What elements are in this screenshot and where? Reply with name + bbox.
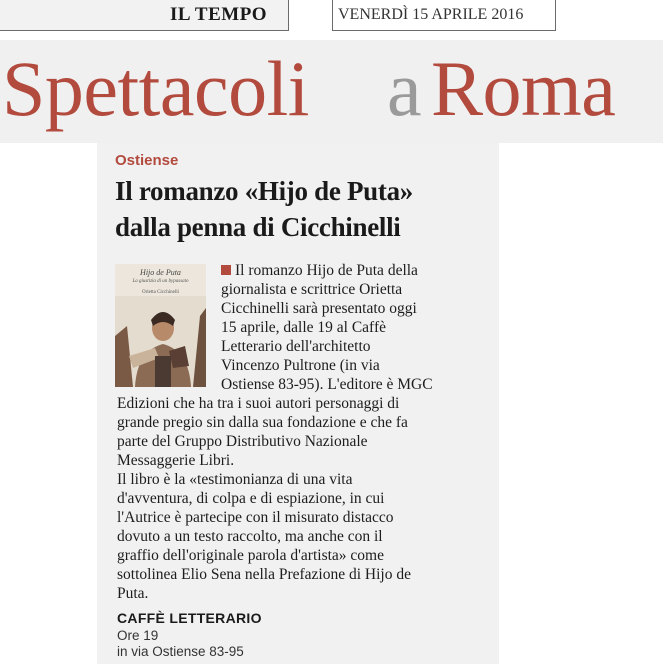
body-line: parte del Gruppo Distributivo Nazionale [117,433,368,450]
body-line: dovuto a un testo raccolto, ma anche con il [117,528,383,545]
newspaper-name-box [0,0,289,31]
event-info-title: CAFFÈ LETTERARIO [117,610,262,626]
book-cover-subtitle: La giustizia di un bypassato [132,279,189,284]
body-line: grande pregio sin dalla sua fondazione e che fa [117,414,408,431]
section-title [0,44,663,134]
article-headline [115,173,495,245]
section-title-roma: Roma [431,45,616,132]
book-cover-illustration [115,296,206,387]
body-line-first [221,262,418,281]
issue-date: VENERDÌ 15 APRILE 2016 [338,6,524,23]
event-info-time: Ore 19 [117,628,159,643]
bullet-square-icon [221,265,231,275]
body-line: d'avventura, di colpa e di espiazione, in cui [117,490,385,507]
book-cover-author: Orietta Cicchinelli [141,290,180,295]
body-line: Ostiense 83-95). L'editore è MGC [221,376,433,393]
body-line: Puta. [117,585,149,602]
event-info-address: in via Ostiense 83-95 [117,644,244,659]
body-line: Edizioni che ha tra i suoi autori personaggi di [117,395,400,412]
body-line: Il libro è la «testimonianza di una vita [117,471,353,488]
body-line: Letterario dell'architetto [221,338,371,355]
newspaper-name: IL TEMPO [170,4,268,25]
body-line: Vincenzo Pultrone (in via [221,357,380,374]
headline-line: Il romanzo «Hijo de Puta» [115,176,413,206]
body-line: Messaggerie Libri. [117,452,235,469]
body-line: l'Autrice è partecipe con il misurato distacco [117,509,394,526]
section-title-a: a [387,45,422,132]
book-cover-image [115,264,206,387]
masthead [0,0,663,40]
article-kicker: Ostiense [115,152,179,169]
section-title-spettacoli: Spettacoli [2,45,309,132]
headline-line: dalla penna di Cicchinelli [115,212,401,242]
body-line: giornalista e scrittrice Orietta [221,281,403,298]
issue-date-box [332,0,556,31]
body-line: Cicchinelli sarà presentato oggi [221,300,417,317]
body-line: 15 aprile, dalle 19 al Caffè [221,319,386,336]
book-cover-title: Hijo de Puta [140,268,181,277]
body-line: graffio dell'originale parola d'artista» come [117,547,384,564]
body-line-text: Il romanzo Hijo de Puta della [235,262,418,279]
body-line: sottolinea Elio Sena nella Prefazione di Hijo de [117,566,411,583]
